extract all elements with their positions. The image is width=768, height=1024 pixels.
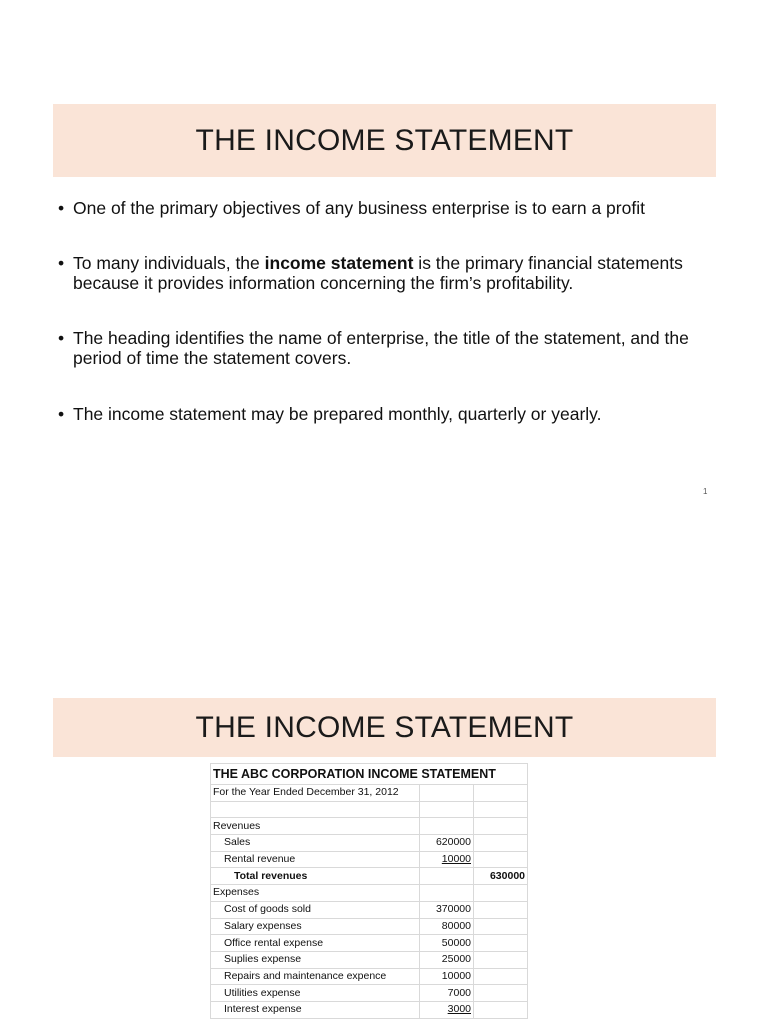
- page-number: 1: [703, 487, 708, 496]
- table-row: [211, 851, 528, 868]
- salary-label: Salary expenses: [211, 918, 420, 935]
- sales-value: 620000: [420, 835, 474, 852]
- repairs-value: 10000: [420, 968, 474, 985]
- rental-revenue-label: Rental revenue: [211, 851, 420, 868]
- cogs-value: 370000: [420, 901, 474, 918]
- office-rental-value: 50000: [420, 935, 474, 952]
- total-revenues-value: 630000: [474, 868, 528, 885]
- revenues-label: Revenues: [211, 818, 420, 835]
- table-row: [211, 901, 528, 918]
- table-row: [211, 818, 528, 835]
- bullet-list: [58, 195, 728, 424]
- bullet-text-pre: To many individuals, the: [73, 253, 265, 273]
- slide-2-title-band: [53, 698, 716, 757]
- cogs-label: Cost of goods sold: [211, 901, 420, 918]
- table-row: [211, 1001, 528, 1018]
- table-row: [211, 951, 528, 968]
- slide-1-title-band: [53, 104, 716, 177]
- table-row: [211, 764, 528, 785]
- table-row: [211, 968, 528, 985]
- bullet-heading-identifies: [58, 328, 728, 368]
- supplies-label: Suplies expense: [211, 951, 420, 968]
- table-row: [211, 785, 528, 802]
- bullet-profit-objective: [58, 198, 728, 218]
- table-row: [211, 885, 528, 902]
- sales-label: Sales: [211, 835, 420, 852]
- expenses-label: Expenses: [211, 885, 420, 902]
- bullet-text: The heading identifies the name of enterprise, the title of the statement, and the period of time the statement covers.: [73, 328, 689, 368]
- total-revenues-label: Total revenues: [211, 868, 420, 885]
- bullet-text-post: is the primary financial statements because it provides information concerning the firm’s profitability.: [73, 253, 683, 293]
- bullet-text-bold: income statement: [264, 253, 414, 273]
- salary-value: 80000: [420, 918, 474, 935]
- bullet-income-statement-importance: [58, 253, 728, 293]
- slide-2: [0, 540, 768, 1024]
- supplies-value: 25000: [420, 951, 474, 968]
- slide-1-title: THE INCOME STATEMENT: [195, 123, 574, 157]
- office-rental-label: Office rental expense: [211, 935, 420, 952]
- interest-label: Interest expense: [211, 1001, 420, 1018]
- interest-value: 3000: [420, 1001, 474, 1018]
- slide-2-title: THE INCOME STATEMENT: [195, 710, 574, 744]
- bullet-text: The income statement may be prepared monthly, quarterly or yearly.: [73, 404, 602, 424]
- repairs-label: Repairs and maintenance expence: [211, 968, 420, 985]
- statement-period: For the Year Ended December 31, 2012: [211, 785, 420, 802]
- rental-revenue-value: 10000: [420, 851, 474, 868]
- table-row: [211, 918, 528, 935]
- statement-heading: THE ABC CORPORATION INCOME STATEMENT: [211, 764, 528, 785]
- bullet-text: One of the primary objectives of any business enterprise is to earn a profit: [73, 198, 645, 218]
- table-row: [211, 868, 528, 885]
- income-statement-table: [210, 763, 528, 1019]
- utilities-value: 7000: [420, 985, 474, 1002]
- bullet-preparation-frequency: [58, 404, 728, 424]
- table-row: [211, 835, 528, 852]
- table-row: [211, 801, 528, 818]
- table-row: [211, 985, 528, 1002]
- table-row: [211, 935, 528, 952]
- utilities-label: Utilities expense: [211, 985, 420, 1002]
